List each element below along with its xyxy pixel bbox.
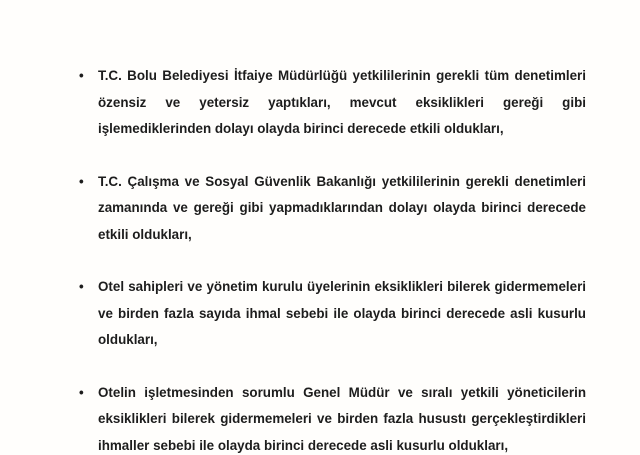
list-item: [79, 380, 586, 455]
list-item: [79, 63, 586, 143]
bullet-dot: •: [79, 173, 84, 189]
bullet-dot: •: [79, 384, 84, 400]
bullet-dot: •: [79, 279, 84, 294]
list-item: [79, 274, 586, 354]
bullet-text: Otelin işletmesinden sorumlu Genel Müdür ve sıralı yetkili yöneticilerin eksiklikleri bilerek gidermemeleri ve birden fazla husustı gerçekleştirdikleri ihmaller sebebi ile olayda birinci derecede asli kusurlu oldukları,: [98, 384, 586, 453]
bullet-text: T.C. Bolu Belediyesi İtfaiye Müdürlüğü yetkililerinin gerekli tüm denetimleri özensiz ve yetersiz yaptıkları, mevcut eksiklikleri gereği gibi işlemediklerinden dolayı olayda birinci derecede etkili oldukları,: [98, 68, 586, 136]
findings-bullet-list: [79, 63, 586, 455]
list-item: [79, 169, 586, 249]
bullet-text: Otel sahipleri ve yönetim kurulu üyelerinin eksiklikleri bilerek gidermemeleri ve birden fazla sayıda ihmal sebebi ile olayda birinci derecede asli kusurlu oldukları,: [98, 279, 586, 347]
bullet-dot: •: [79, 68, 84, 83]
bullet-text: T.C. Çalışma ve Sosyal Güvenlik Bakanlığı yetkililerinin gerekli denetimleri zamanında ve gereği gibi yapmadıklarından dolayı olayda birinci derecede etkili oldukları,: [98, 173, 586, 242]
